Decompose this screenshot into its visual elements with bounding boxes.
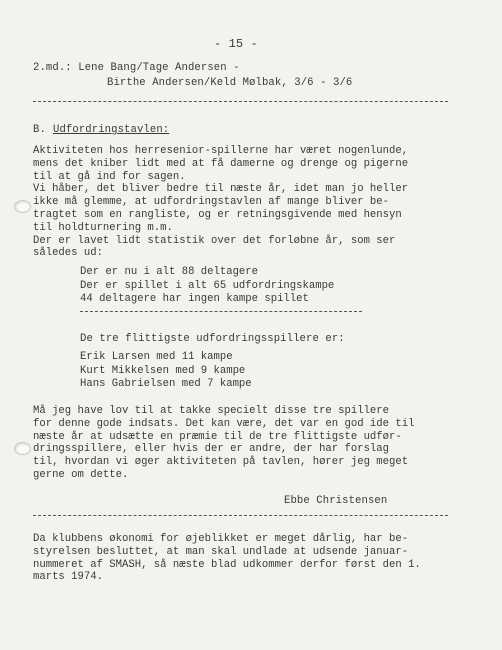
page-number: - 15 -	[214, 37, 258, 51]
statistics-item: 44 deltagere har ingen kampe spillet	[80, 293, 309, 305]
section-title: Udfordringstavlen:	[53, 124, 170, 136]
statistics-item: Der er spillet i alt 65 udfordringskampe	[80, 279, 335, 292]
paragraph-line: Vi håber, det bliver bedre til næste år, idet man jo heller	[33, 183, 409, 196]
header-line-2: Birthe Andersen/Keld Mølbak, 3/6 - 3/6	[107, 77, 353, 89]
top-player-item: Erik Larsen med 11 kampe	[80, 351, 233, 363]
top-players-list	[80, 351, 252, 392]
paragraph-line: for denne gode indsats. Det kan være, det var en god ide til	[33, 417, 415, 430]
paragraph-line: således ud:	[33, 247, 103, 260]
header-line-1: 2.md.: Lene Bang/Tage Andersen -	[33, 62, 240, 74]
paragraph-line: styrelsen besluttet, at man skal undlade at udsende januar-	[33, 545, 409, 558]
top-player-item: Kurt Mikkelsen med 9 kampe	[80, 364, 246, 377]
paragraph-notice	[33, 533, 421, 584]
paragraph-line: dringsspillere, eller hvis der er andre, der har forslag	[33, 443, 390, 456]
divider-top	[33, 101, 448, 102]
divider-statistics	[80, 311, 362, 312]
paragraph-activity	[33, 145, 408, 260]
top-players-heading: De tre flittigste udfordringsspillere er:	[80, 333, 345, 345]
paragraph-line: nummeret af SMASH, så næste blad udkommer derfor først den 1.	[33, 558, 421, 571]
paragraph-line: marts 1974.	[33, 571, 103, 584]
paragraph-line: Aktiviteten hos herresenior-spillerne har været nogenlunde,	[33, 145, 409, 157]
divider-bottom	[33, 515, 448, 516]
paragraph-line: til holdturnering m.m.	[33, 221, 173, 234]
top-player-item: Hans Gabrielsen med 7 kampe	[80, 378, 252, 390]
paragraph-line: næste år at udsætte en præmie til de tre flittigste udfør-	[33, 430, 402, 443]
paragraph-thanks	[33, 405, 414, 482]
punch-hole-bottom	[14, 442, 31, 455]
section-label: B.	[33, 124, 46, 136]
paragraph-line: til at gå ind for sagen.	[33, 170, 186, 183]
statistics-list	[80, 266, 334, 307]
paragraph-line: mens det kniber lidt med at få damerne og drenge og pigerne	[33, 157, 409, 170]
paragraph-line: Da klubbens økonomi for øjeblikket er meget dårlig, har be-	[33, 533, 409, 545]
paragraph-line: tragtet som en rangliste, og er retningsgivende med hensyn	[33, 208, 402, 221]
paragraph-line: til, hvordan vi øger aktiviteten på tavlen, hører jeg meget	[33, 456, 409, 469]
paragraph-line: ikke må glemme, at udfordringstavlen af mange bliver be-	[33, 196, 390, 209]
statistics-item: Der er nu i alt 88 deltagere	[80, 266, 259, 278]
paragraph-line: Må jeg have lov til at takke specielt disse tre spillere	[33, 405, 390, 417]
paragraph-line: Der er lavet lidt statistik over det forløbne år, som ser	[33, 234, 396, 247]
paragraph-line: gerne om dette.	[33, 468, 129, 481]
punch-hole-top	[14, 200, 31, 213]
signature: Ebbe Christensen	[284, 495, 388, 507]
